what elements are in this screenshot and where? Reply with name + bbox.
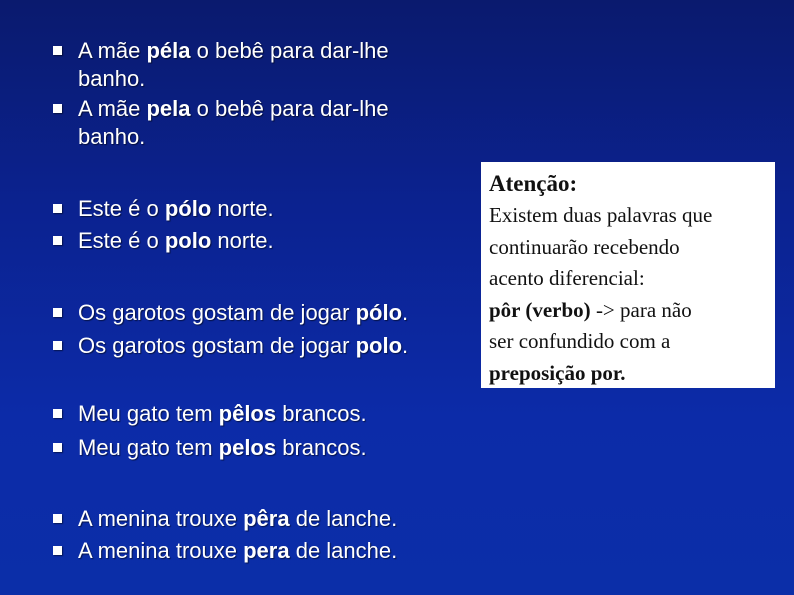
note-line: ser confundido com a xyxy=(489,329,671,353)
item-text-pre: A mãe xyxy=(78,96,147,121)
item-text-bold: pera xyxy=(243,538,290,563)
item-text-post: de lanche. xyxy=(289,506,398,531)
item-text-bold: polo xyxy=(355,333,403,358)
list-item xyxy=(78,537,397,565)
list-item xyxy=(78,505,397,533)
item-text-pre: A menina trouxe xyxy=(78,538,244,563)
item-text-post: o bebê para dar-lhe banho. xyxy=(78,96,389,149)
attention-note-box xyxy=(481,162,775,388)
square-bullet-icon xyxy=(53,546,62,555)
item-text-pre: Meu gato tem xyxy=(78,401,219,426)
item-text-post: brancos. xyxy=(276,435,367,460)
item-text-post: . xyxy=(402,333,409,358)
square-bullet-icon xyxy=(53,46,62,55)
item-text-bold: pólo xyxy=(164,196,212,221)
square-bullet-icon xyxy=(53,104,62,113)
item-text-post: de lanche. xyxy=(289,538,398,563)
item-text-bold: pêlos xyxy=(218,401,277,426)
item-text-post: brancos. xyxy=(276,401,367,426)
item-text-post: . xyxy=(402,300,409,325)
item-text-bold: péla xyxy=(146,38,191,63)
list-item xyxy=(78,332,408,360)
item-text-pre: Meu gato tem xyxy=(78,435,219,460)
item-text-bold: pelos xyxy=(218,435,277,460)
item-text-bold: pêra xyxy=(243,506,290,531)
item-text-pre: Este é o xyxy=(78,196,165,221)
note-line: continuarão recebendo xyxy=(489,234,680,259)
note-line: Existem duas palavras que xyxy=(489,203,713,227)
note-bold-term: pôr (verbo) xyxy=(489,297,591,322)
item-text-post: o bebê para dar-lhe banho. xyxy=(78,38,389,91)
list-item xyxy=(78,37,458,93)
square-bullet-icon xyxy=(53,204,62,213)
note-line: acento diferencial: xyxy=(489,266,645,290)
note-bold-term: preposição por. xyxy=(489,360,626,385)
item-text-bold: pólo xyxy=(355,300,403,325)
list-item xyxy=(78,195,274,223)
item-text-pre: Os garotos gostam de jogar xyxy=(78,333,356,358)
square-bullet-icon xyxy=(53,341,62,350)
item-text-pre: A menina trouxe xyxy=(78,506,244,531)
list-item xyxy=(78,227,274,255)
item-text-pre: Os garotos gostam de jogar xyxy=(78,300,356,325)
square-bullet-icon xyxy=(53,409,62,418)
square-bullet-icon xyxy=(53,443,62,452)
item-text-post: norte. xyxy=(211,228,274,253)
square-bullet-icon xyxy=(53,308,62,317)
list-item xyxy=(78,400,367,428)
list-item xyxy=(78,299,408,327)
note-line xyxy=(489,358,767,390)
item-text-bold: pela xyxy=(146,96,191,121)
list-item xyxy=(78,434,367,462)
note-title: Atenção: xyxy=(489,171,578,196)
item-text-pre: Este é o xyxy=(78,228,165,253)
item-text-bold: polo xyxy=(164,228,212,253)
list-item xyxy=(78,95,458,151)
square-bullet-icon xyxy=(53,236,62,245)
note-text: -> para não xyxy=(590,297,692,322)
item-text-pre: A mãe xyxy=(78,38,147,63)
note-line xyxy=(489,295,767,327)
square-bullet-icon xyxy=(53,514,62,523)
item-text-post: norte. xyxy=(211,196,274,221)
